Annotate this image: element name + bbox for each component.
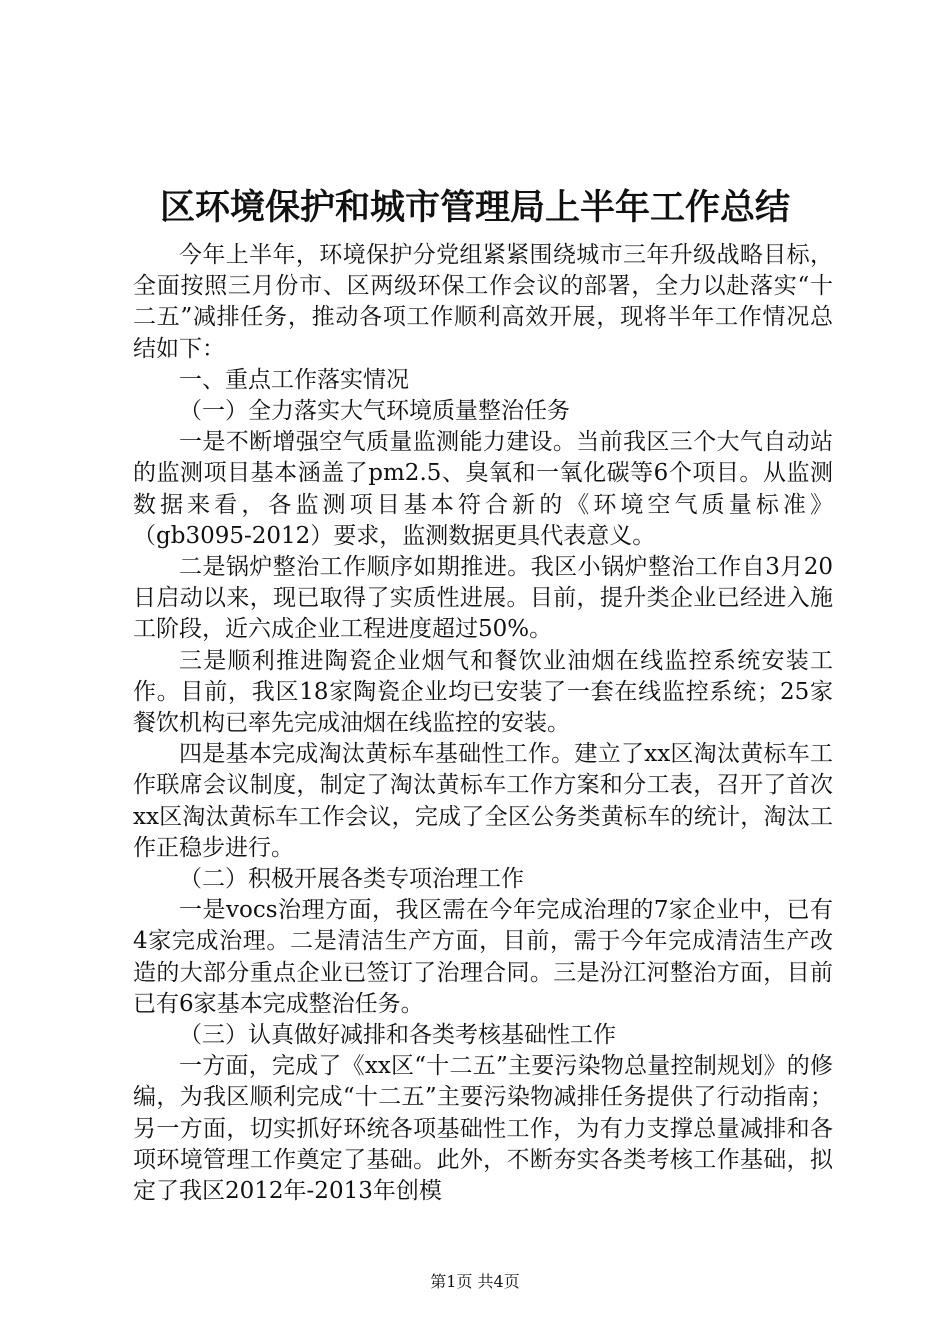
paragraph-monitoring: 一是不断增强空气质量监测能力建设。当前我区三个大气自动站的监测项目基本涵盖了pm2.5、臭氧和一氧化碳等6个项目。从监测数据来看，各监测项目基本符合新的《环境空气质量标准》（gb3095-2012）要求，监测数据更具代表意义。 — [133, 429, 833, 549]
paragraph-yellow-label-vehicles: 四是基本完成淘汰黄标车基础性工作。建立了xx区淘汰黄标车工作联席会议制度，制定了淘汰黄标车工作方案和分工表，召开了首次xx区淘汰黄标车工作会议，完成了全区公务类黄标车的统计，淘汰工作正稳步进行。 — [133, 741, 833, 861]
section-heading-1: 一、重点工作落实情况 — [179, 366, 409, 393]
document-title: 区环境保护和城市管理局上半年工作总结 — [159, 187, 790, 228]
subsection-heading-2: （二）积极开展各类专项治理工作 — [179, 866, 524, 893]
paragraph-online-monitoring: 三是顺利推进陶瓷企业烟气和餐饮业油烟在线监控系统安装工作。目前，我区18家陶瓷企业均已安装了一套在线监控系统；25家餐饮机构已率先完成油烟在线监控的安装。 — [133, 647, 833, 737]
paragraph-special-treatment: 一是vocs治理方面，我区需在今年完成治理的7家企业中，已有4家完成治理。二是清洁生产方面，目前，需于今年完成清洁生产改造的大部分重点企业已签订了治理合同。三是汾江河整治方面，目前已有6家基本完成整治任务。 — [133, 897, 833, 1017]
intro-paragraph: 今年上半年，环境保护分党组紧紧围绕城市三年升级战略目标，全面按照三月份市、区两级环保工作会议的部署，全力以赴落实“十二五”减排任务，推动各项工作顺利高效开展，现将半年工作情况总结如下： — [133, 242, 833, 362]
document-body — [133, 240, 833, 1207]
paragraph-emission-reduction: 一方面，完成了《xx区“十二五”主要污染物总量控制规划》的修编，为我区顺利完成“十二五”主要污染物减排任务提供了行动指南；另一方面，切实抓好环统各项基础性工作，为有力支撑总量减排和各项环境管理工作奠定了基础。此外，不断夯实各类考核工作基础，拟定了我区2012年-2013年创模 — [133, 1053, 833, 1205]
page-footer: 第1页 共4页 — [430, 1272, 520, 1291]
paragraph-boiler: 二是锅炉整治工作顺序如期推进。我区小锅炉整治工作自3月20日启动以来，现已取得了实质性进展。目前，提升类企业已经进入施工阶段，近六成企业工程进度超过50%。 — [133, 554, 833, 643]
subsection-heading-3: （三）认真做好减排和各类考核基础性工作 — [179, 1022, 616, 1049]
subsection-heading-1: （一）全力落实大气环境质量整治任务 — [179, 398, 570, 425]
